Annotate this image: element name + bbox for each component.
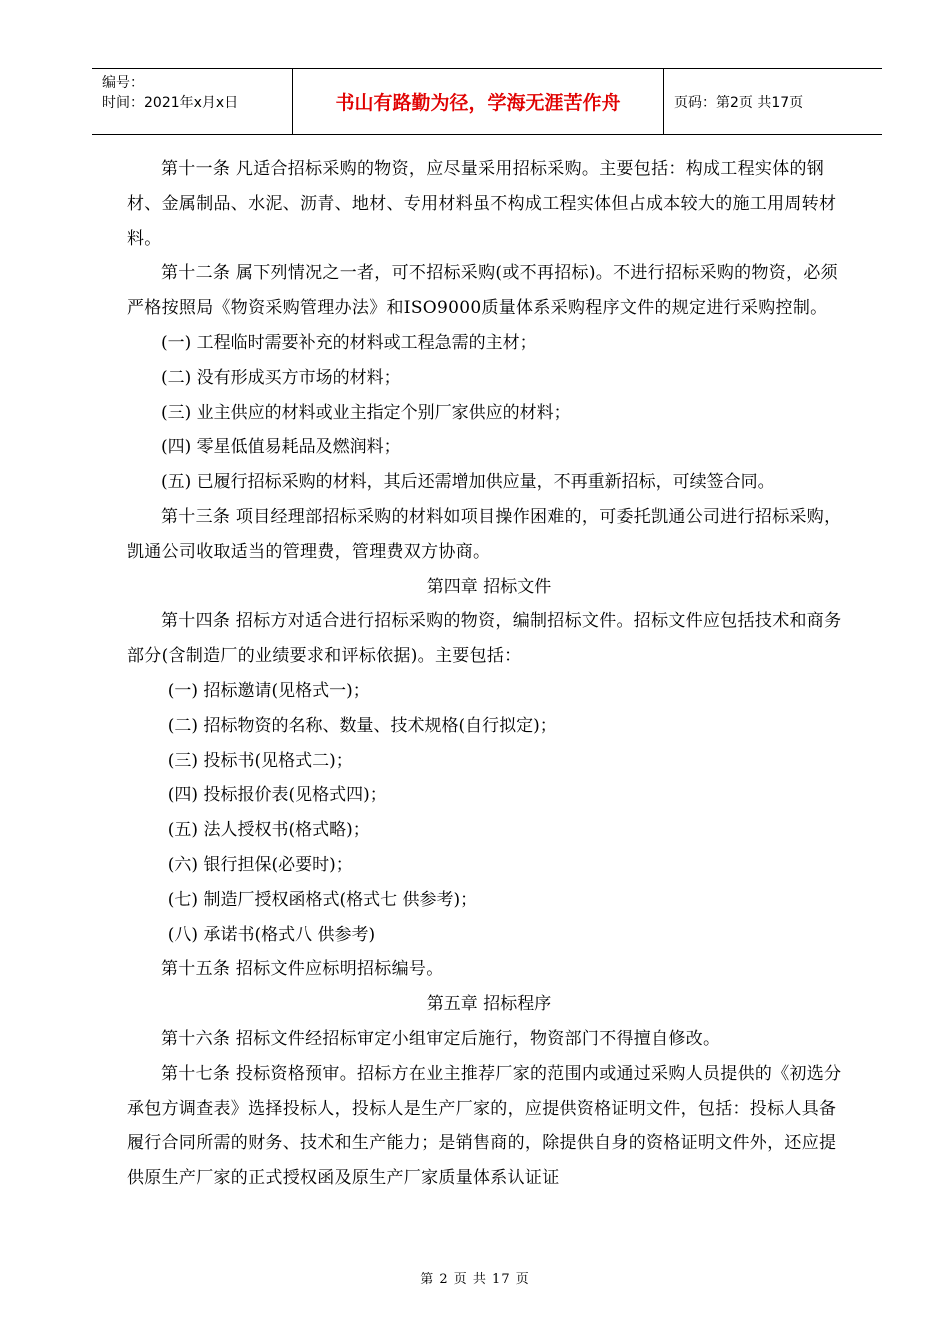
document-body: [127, 152, 851, 1196]
list-item: (八) 承诺书(格式八 供参考): [167, 924, 376, 945]
list-item: (二) 招标物资的名称、数量、技术规格(自行拟定)；: [167, 715, 557, 736]
article-12: 第十二条 属下列情况之一者，可不招标采购(或不再招标)。不进行招标采购的物资，必须严格按照局《物资采购管理办法》和ISO9000质量体系采购程序文件的规定进行采购控制。: [127, 263, 838, 319]
article-16: 第十六条 招标文件经招标审定小组审定后施行，物资部门不得擅自修改。: [161, 1028, 721, 1049]
time-label: 时间：2021年x月x日: [102, 95, 239, 111]
list-item: (四) 投标报价表(见格式四)；: [167, 785, 387, 806]
chapter-5-heading: 第五章 招标程序: [426, 994, 552, 1015]
serial-label: 编号：: [102, 75, 144, 91]
article-14: 第十四条 招标方对适合进行招标采购的物资，编制招标文件。招标文件应包括技术和商务部分(含制造厂的业绩要求和评标依据)。主要包括：: [127, 611, 842, 667]
list-item: (四) 零星低值易耗品及燃润料；: [161, 437, 401, 458]
list-item: (五) 已履行招标采购的材料，其后还需增加供应量，不再重新招标，可续签合同。: [161, 472, 775, 493]
list-item: (一) 工程临时需要补充的材料或工程急需的主材；: [161, 332, 537, 353]
list-item: (三) 业主供应的材料或业主指定个别厂家供应的材料；: [161, 402, 571, 423]
article-15: 第十五条 招标文件应标明招标编号。: [161, 959, 444, 980]
list-item: (六) 银行担保(必要时)；: [167, 854, 353, 875]
header-page-info: 页码：第2页 共17页: [674, 94, 804, 111]
list-item: (二) 没有形成买方市场的材料；: [161, 367, 401, 388]
list-item: (五) 法人授权书(格式略)；: [167, 820, 370, 841]
page-header: [92, 68, 882, 135]
article-11: 第十一条 凡适合招标采购的物资，应尽量采用招标采购。主要包括：构成工程实体的钢材、金属制品、水泥、沥青、地材、专用材料虽不构成工程实体但占成本较大的施工用周转材料。: [127, 159, 837, 249]
page-footer: 第 2 页 共 17 页: [420, 1272, 530, 1287]
header-motto: 书山有路勤为径，学海无涯苦作舟: [293, 69, 664, 134]
header-meta: [92, 69, 293, 134]
article-13: 第十三条 项目经理部招标采购的材料如项目操作困难的，可委托凯通公司进行招标采购，凯通公司收取适当的管理费，管理费双方协商。: [127, 506, 842, 562]
list-item: (七) 制造厂授权函格式(格式七 供参考)；: [167, 889, 478, 910]
article-17: 第十七条 投标资格预审。招标方在业主推荐厂家的范围内或通过采购人员提供的《初选分承包方调查表》选择投标人，投标人是生产厂家的，应提供资格证明文件，包括：投标人具备履行合同所需的财务、技术和生产能力；是销售商的，除提供自身的资格证明文件外，还应提供原生产厂家的正式授权函及原生产厂家质量体系认证证: [127, 1063, 842, 1189]
chapter-4-heading: 第四章 招标文件: [426, 576, 552, 597]
list-item: (一) 招标邀请(见格式一)；: [167, 680, 370, 701]
list-item: (三) 投标书(见格式二)；: [167, 750, 353, 771]
